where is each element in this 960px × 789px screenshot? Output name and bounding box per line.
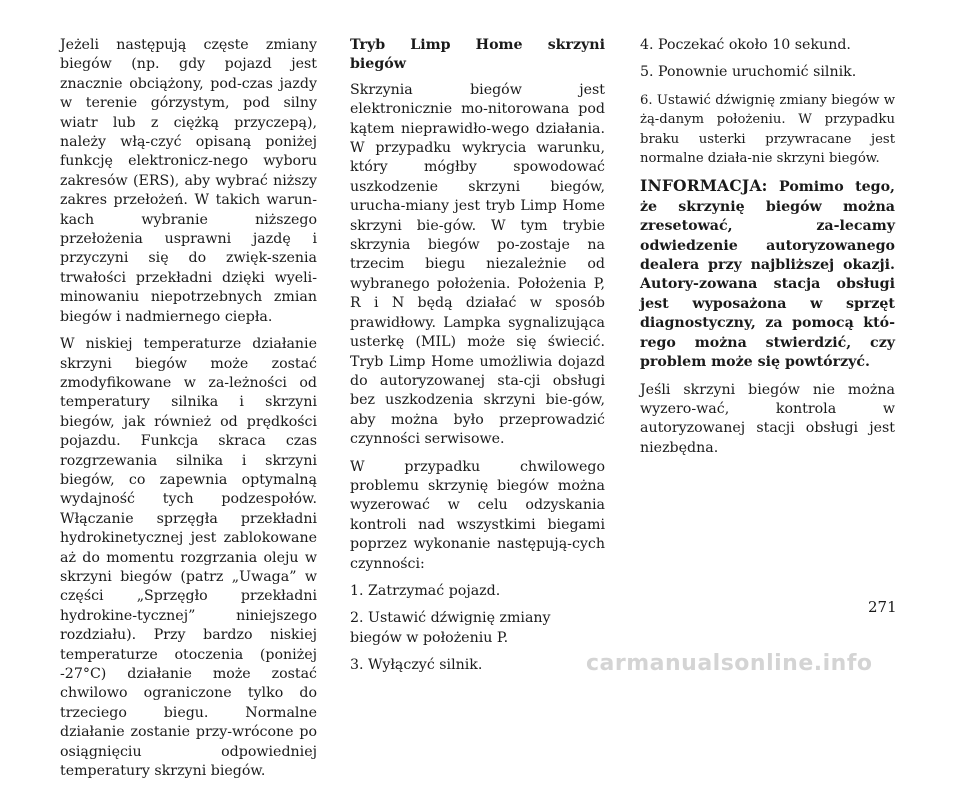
information-note xyxy=(640,176,895,372)
information-label: INFORMACJA: xyxy=(640,176,768,196)
step-6: 6. Ustawić dźwignię zmiany biegów w żą-danym położeniu. W przypadku braku usterki przywracane jest normalne działa-nie skrzyni biegów. xyxy=(640,92,895,167)
watermark-text: carmanualsonline.info xyxy=(586,651,873,676)
step-5: 5. Ponownie uruchomić silnik. xyxy=(640,64,857,81)
text-column-middle xyxy=(350,36,605,684)
paragraph-low-temperature: W niskiej temperaturze działanie skrzyni biegów może zostać zmodyfikowane w za-leżności od temperatury silnika i skrzyni biegów, jak również od prędkości pojazdu. Funkcja skraca czas rozgrzewania silnika i skrzyni biegów, co zapewnia optymalną wydajność tych podzespołów. Włączanie sprzęgła przekładni hydrokinetycznej jest zablokowane aż do momentu rozgrzania oleju w skrzyni biegów (patrz „Uwaga” w części „Sprzęgło przekładni hydrokine-tycznej” niniejszego rozdziału). Przy bardzo niskiej temperaturze otoczenia (poniżej -27°C) działanie może zostać chwilowo ograniczone tylko do trzeciego biegu. Normalne działanie zostanie przy-wrócone po osiągnięciu odpowiedniej temperatury skrzyni biegów. xyxy=(60,336,317,780)
step-1: 1. Zatrzymać pojazd. xyxy=(350,582,501,599)
section-heading-limp-home: Tryb Limp Home skrzyni biegów xyxy=(350,37,605,73)
text-column-left xyxy=(60,36,317,789)
paragraph-gear-changes: Jeżeli następują częste zmiany biegów (np. gdy pojazd jest znacznie obciążony, pod-czas jazdy w terenie górzystym, pod silny wiatr lub z ciężką przyczepą), należy włą-czyć opisaną poniżej funkcję elektronicz-nego wyboru zakresów (ERS), aby wybrać niższy zakres przełożeń. W takich warun-kach wybranie niższego przełożenia usprawni jazdę i przyczyni się do zwięk-szenia trwałości przekładni dzięki wyeli-minowaniu niepotrzebnych zmian biegów i nadmiernego ciepła. xyxy=(60,37,317,325)
information-text: Pomimo tego, że skrzynię biegów można zresetować, za-lecamy odwiedzenie autoryzowanego dealera przy najbliższej okazji. Autory-zowana stacja obsługi jest wyposażona w sprzęt diagnostyczny, za pomocą któ-rego można stwierdzić, czy problem może się powtórzyć. xyxy=(640,179,895,371)
text-column-right xyxy=(640,36,895,466)
step-3: 3. Wyłączyć silnik. xyxy=(350,657,483,674)
page-number: 271 xyxy=(868,598,897,616)
step-4: 4. Poczekać około 10 sekund. xyxy=(640,37,851,53)
paragraph-service: Jeśli skrzyni biegów nie można wyzero-wać, kontrola w autoryzowanej stacji obsługi jest niezbędna. xyxy=(640,381,895,456)
step-2: 2. Ustawić dźwignię zmiany biegów w położeniu P. xyxy=(350,610,551,646)
paragraph-limp-home: Skrzynia biegów jest elektronicznie mo-nitorowana pod kątem nieprawidło-wego działania. W przypadku wykrycia warunku, który mógłby spowodować uszkodzenie skrzyni biegów, urucha-miany jest tryb Limp Home skrzyni bie-gów. W tym trybie skrzynia biegów po-zostaje na trzecim biegu niezależnie od wybranego położenia. Położenia P, R i N będą działać w sposób prawidłowy. Lampka sygnalizująca usterkę (MIL) może się świecić. Tryb Limp Home umożliwia dojazd do autoryzowanej sta-cji obsługi bez uszkodzenia skrzyni bie-gów, aby można było przeprowadzić czynności serwisowe. xyxy=(350,81,605,448)
paragraph-reset-intro: W przypadku chwilowego problemu skrzynię biegów można wyzerować w celu odzyskania kontroli nad wszystkimi biegami poprzez wykonanie następują-cych czynności: xyxy=(350,458,605,572)
